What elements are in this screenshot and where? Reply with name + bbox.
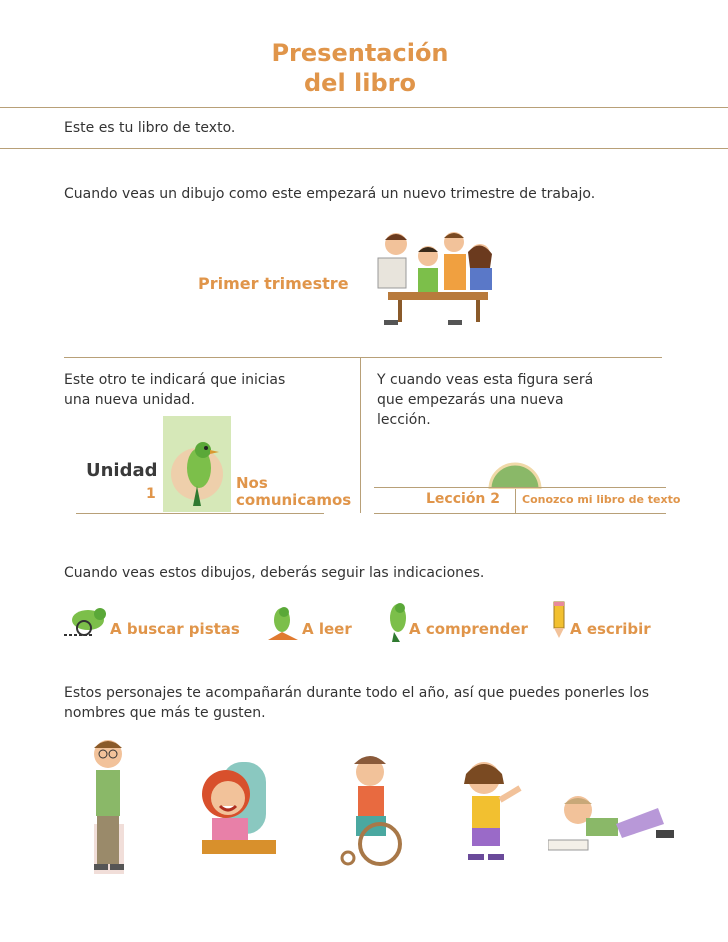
title-line-1: Presentación bbox=[271, 39, 449, 67]
lesson-label: Lección 2 bbox=[426, 491, 501, 507]
students-group-illustration bbox=[368, 224, 508, 328]
intro-text: Este es tu libro de texto. bbox=[64, 120, 236, 136]
page-title bbox=[200, 38, 520, 98]
unit-label: Unidad bbox=[86, 460, 158, 481]
lesson-name: Conozco mi libro de texto bbox=[522, 493, 681, 506]
instruction-label: A buscar pistas bbox=[110, 620, 240, 638]
divider bbox=[0, 107, 728, 108]
lesson-separator bbox=[515, 489, 516, 513]
character-boy-reading bbox=[548, 778, 678, 860]
character-girl-desk bbox=[182, 758, 278, 856]
trimester-label: Primer trimestre bbox=[198, 274, 349, 293]
divider bbox=[76, 513, 324, 514]
lesson-text: Y cuando veas esta figura será que empezarás una nueva lección. bbox=[377, 372, 594, 428]
character-girl-pointing bbox=[452, 754, 522, 864]
divider bbox=[374, 513, 666, 514]
title-line-2: del libro bbox=[304, 69, 416, 97]
instructions-text: Cuando veas estos dibujos, deberás seguir las indicaciones. bbox=[64, 565, 485, 581]
divider bbox=[374, 487, 666, 488]
instruction-label: A escribir bbox=[570, 620, 651, 638]
unit-number: 1 bbox=[146, 486, 156, 502]
divider bbox=[0, 148, 728, 149]
bird-magnifier-icon bbox=[64, 604, 116, 638]
instruction-label: A comprender bbox=[409, 620, 528, 638]
trimester-text: Cuando veas un dibujo como este empezará un nuevo trimestre de trabajo. bbox=[64, 186, 596, 202]
lesson-semicircle-icon bbox=[488, 462, 542, 489]
unit-bird-panel bbox=[163, 416, 231, 512]
characters-text: Estos personajes te acompañarán durante todo el año, así que puedes ponerles los nombres que más te gusten. bbox=[64, 685, 650, 721]
unit-text: Este otro te indicará que inicias una nueva unidad. bbox=[64, 372, 286, 408]
character-boy-glasses bbox=[82, 734, 134, 874]
bird-thinking-icon bbox=[384, 600, 410, 642]
divider bbox=[64, 357, 662, 358]
character-boy-wheelchair bbox=[334, 748, 408, 868]
unit-name: Nos comunicamos bbox=[236, 474, 352, 509]
bird-icon bbox=[163, 416, 231, 512]
bird-book-icon bbox=[264, 606, 302, 642]
instruction-label: A leer bbox=[302, 620, 352, 638]
column-divider bbox=[360, 357, 361, 513]
pencil-character-icon bbox=[548, 600, 570, 640]
